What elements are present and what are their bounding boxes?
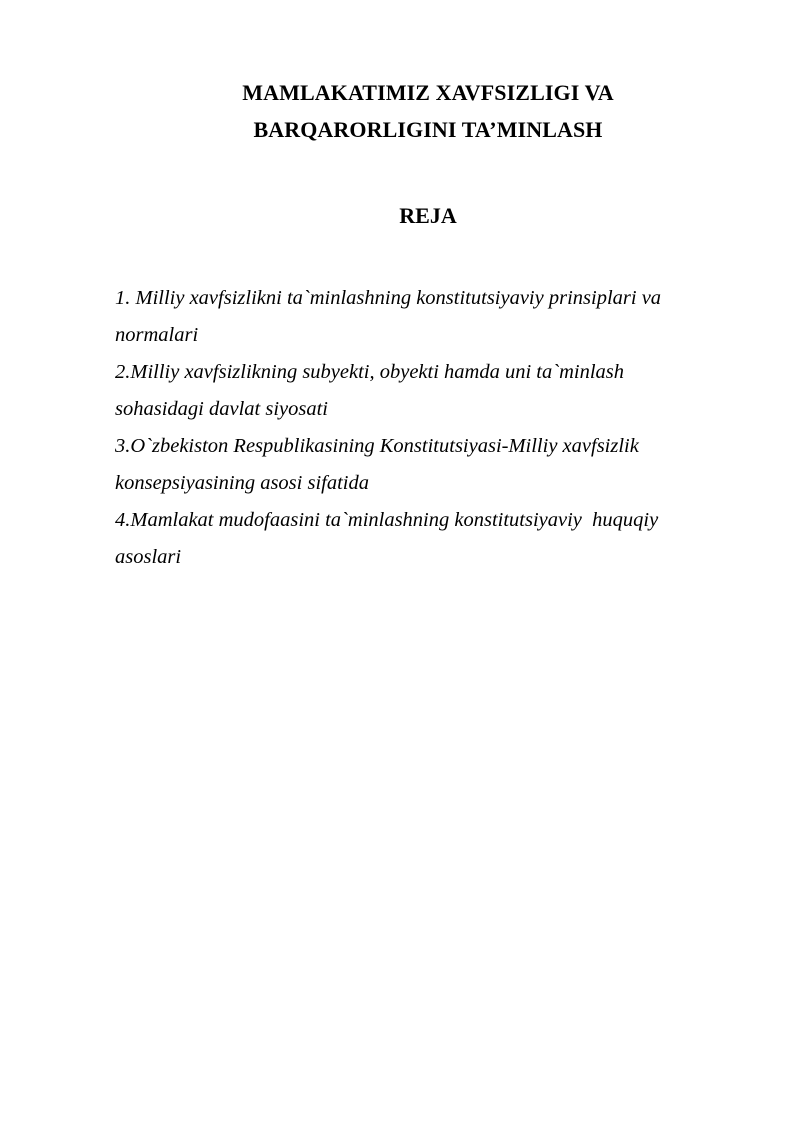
document-title — [115, 74, 741, 148]
plan-item-4 — [115, 502, 705, 576]
plan-item-2-line-2: sohasidagi davlat siyosati — [115, 398, 328, 420]
plan-item-2 — [115, 354, 705, 428]
plan-item-4-line-1: 4.Mamlakat mudofaasini ta`minlashning konstitutsiyaviy huquqiy — [115, 509, 659, 531]
title-line-1: MAMLAKATIMIZ XAVFSIZLIGI VA — [242, 80, 614, 105]
plan-item-1-line-2: normalari — [115, 324, 199, 346]
plan-item-2-line-1: 2.Milliy xavfsizlikning subyekti, obyekti hamda uni ta`minlash — [115, 361, 624, 383]
plan-item-1 — [115, 280, 705, 354]
plan-item-3 — [115, 428, 705, 502]
plan-list — [115, 280, 705, 576]
plan-item-4-line-2: asoslari — [115, 546, 182, 568]
plan-item-1-line-1: 1. Milliy xavfsizlikni ta`minlashning konstitutsiyaviy prinsiplari va — [115, 287, 662, 309]
plan-item-3-line-2: konsepsiyasining asosi sifatida — [115, 472, 369, 494]
plan-item-3-line-1: 3.O`zbekiston Respublikasining Konstitutsiyasi-Milliy xavfsizlik — [115, 435, 639, 457]
plan-heading: REJA — [399, 203, 457, 228]
title-line-2: BARQARORLIGINI TA’MINLASH — [253, 117, 603, 142]
